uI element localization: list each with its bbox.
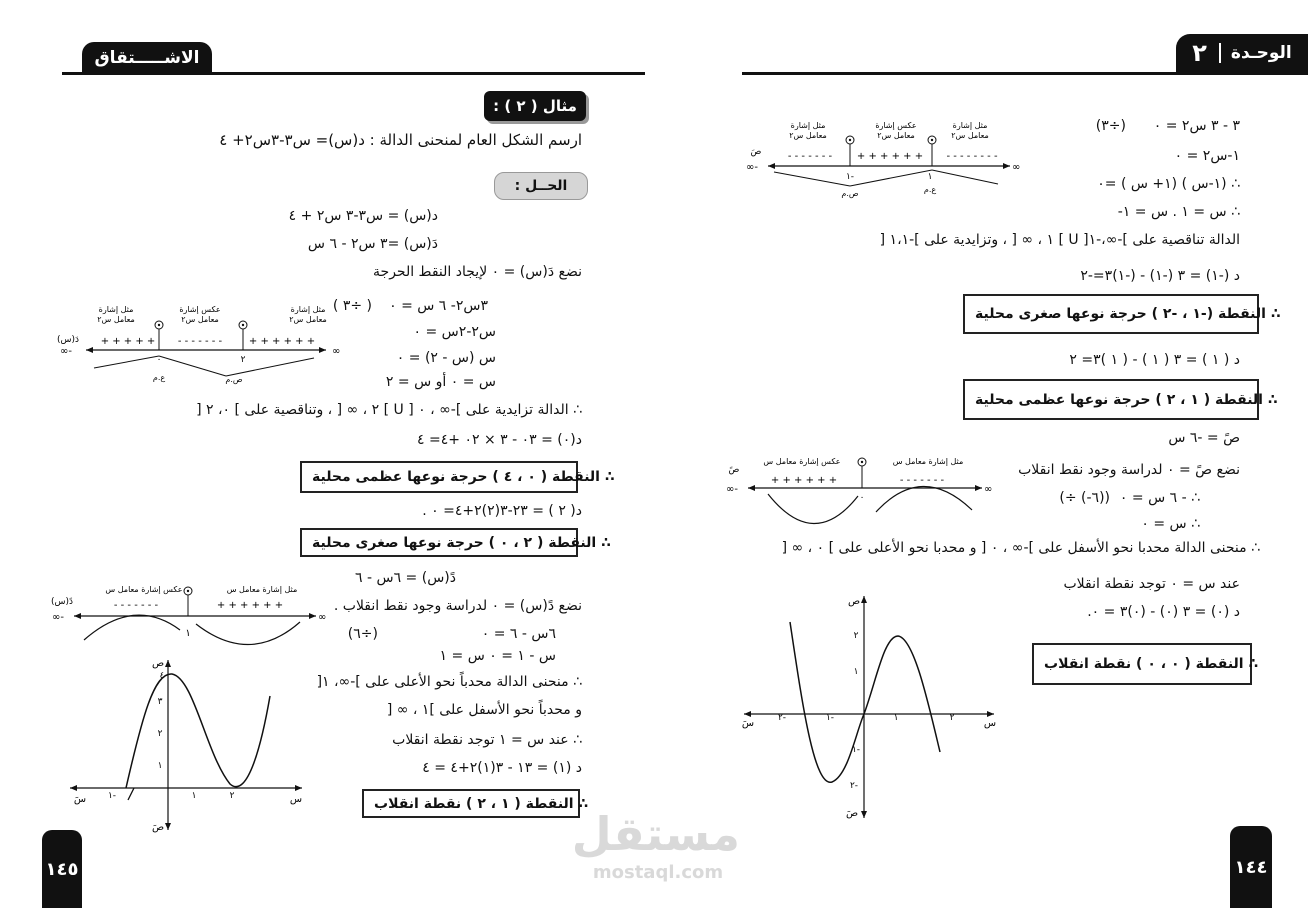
- y-tick-3: ٣: [157, 697, 163, 707]
- solution-line: س (س - ٢) = ٠: [396, 350, 496, 366]
- solution-line: د (٠) = ٣ (٠) - (٠)٣ = ٠.: [1087, 604, 1240, 620]
- sign-chart-second-derivative: [50, 580, 332, 646]
- x-tick-m1: ١-: [825, 713, 835, 723]
- note-mid-1: عكس إشارة: [875, 121, 917, 130]
- solution-line: ∴ س = ٠: [1141, 516, 1200, 532]
- note-right-1: مثل إشارة: [952, 121, 988, 130]
- y-tick-m2: ٢-: [849, 781, 859, 791]
- note-left-1: مثل إشارة: [290, 305, 326, 314]
- note-mid-1: عكس إشارة: [179, 305, 221, 314]
- solution-line: د(٠) = ٠٣ - ٣ × ٠٢ +٤= ٤: [417, 432, 582, 448]
- solution-line: ( ٣÷ ): [332, 298, 372, 314]
- example-tag: مثال ( ٢ ) :: [484, 91, 586, 121]
- problem-statement: ارسم الشكل العام لمنحنى الدالة : د(س)= س٣-٣س٢+ ٤: [219, 131, 582, 149]
- note-right-2: معامل س٢: [97, 315, 135, 324]
- tick-zero: ٠: [156, 355, 162, 365]
- result-box-inflection: ∴ النقطة ( ١ ، ٢ ) نقطة انقلاب: [362, 789, 580, 818]
- x-neg-label: سَ: [741, 718, 755, 729]
- note-right-1: مثل إشارة: [98, 305, 134, 314]
- solution-line: ∴ - ٦ س = ٠: [1119, 490, 1200, 506]
- solution-line: د (-١) = ٣ (-١) - (-١)٣=-٢: [1080, 268, 1240, 284]
- watermark-latin: mostaql.com: [592, 862, 724, 883]
- note-mid-2: معامل س٢: [877, 131, 915, 140]
- signs-left: - - - - - - -: [113, 600, 159, 611]
- note-right-2: معامل س٢: [951, 131, 989, 140]
- solution-tag: الحــل :: [494, 172, 588, 200]
- solution-line: ٣ - ٣ س٢ = ٠: [1153, 118, 1240, 134]
- signs-right: - - - - - - - -: [946, 151, 998, 162]
- result-box-inflection: ∴ النقطة ( ٠ ، ٠ ) نقطة انقلاب: [1032, 643, 1252, 685]
- y-label: ص: [151, 658, 165, 669]
- neg-inf: ∞-: [746, 162, 758, 173]
- right-header-title: [1176, 34, 1308, 72]
- y-tick-4: ٤: [159, 671, 165, 681]
- x-tick-m2: ٢-: [777, 713, 787, 723]
- note-left: عكس إشارة معامل س: [105, 585, 183, 594]
- solution-line: ∴ عند س = ١ توجد نقطة انقلاب: [392, 732, 582, 748]
- note-left-2: معامل س٢: [289, 315, 327, 324]
- note-left-1: مثل إشارة: [790, 121, 826, 130]
- label: صَ: [750, 147, 762, 157]
- sign-mid: - - - - - - -: [177, 336, 223, 347]
- tick-m1: ١-: [845, 172, 855, 182]
- x-tick-m1: ١-: [107, 791, 117, 801]
- right-page-number: ١٤٤: [1230, 826, 1272, 908]
- y-tick-m1: ١-: [851, 745, 861, 755]
- note-left-2: معامل س٢: [789, 131, 827, 140]
- pos-inf: ∞: [984, 484, 993, 495]
- solution-line: ∴ الدالة تزايدية على ]-∞ ، ٠ [ U ] ٢ ، ∞ [ ، وتناقصية على ] ٠، ٢ [: [196, 402, 582, 418]
- left-function-graph: [62, 652, 312, 834]
- tick-p1: ١: [927, 172, 933, 182]
- x-label: س: [983, 718, 997, 729]
- solution-line: (÷ (-٦)): [1059, 490, 1110, 506]
- x-tick-2: ٢: [229, 791, 235, 801]
- solution-line: ∴ (١-س ) (١+ س ) =٠: [1097, 176, 1240, 192]
- right-sign-chart-first-derivative: [740, 116, 1030, 206]
- tick-zero: ٠: [859, 493, 865, 503]
- pos-inf: ∞: [318, 612, 327, 623]
- solution-line: ∴ س = ١ . س = ١-: [1117, 204, 1240, 220]
- y-neg-label: صَ: [151, 822, 165, 833]
- solution-line: س - ١ = ٠ س = ١: [439, 648, 556, 664]
- max-label: ع.م: [923, 185, 937, 194]
- solution-line: الدالة تناقصية على ]-∞،-١[ U ] ١ ، ∞ [ ، وتزايدية على ]-١،١ [: [879, 232, 1240, 248]
- max-label: ع.م: [152, 373, 166, 382]
- x-tick-2: ٢: [949, 713, 955, 723]
- result-box-max: ∴ النقطة ( ٠ ، ٤ ) حرجة نوعها عظمى محلية: [300, 461, 578, 493]
- x-tick-1: ١: [191, 791, 197, 801]
- signs-right: + + + + + +: [216, 600, 284, 611]
- solution-line: دَ(س) =٣ س٢ - ٦ س: [307, 236, 438, 252]
- signs-mid: + + + + + +: [856, 151, 924, 162]
- watermark-arabic: مستقل: [571, 807, 740, 861]
- sign-left: + + + + +: [100, 336, 156, 347]
- solution-line: د ( ١ ) = ٣ ( ١ ) - ( ١ )٣= ٢: [1069, 352, 1240, 368]
- solution-line: س٢-٢س = ٠: [413, 324, 496, 340]
- signs-left: + + + + + +: [770, 475, 838, 486]
- solution-line: (٦÷): [347, 626, 378, 642]
- solution-line: ٣س٢- ٦ س = ٠: [389, 298, 488, 314]
- unit-divider: [1219, 43, 1221, 63]
- left-header-title: الاشـــــتقاق: [82, 42, 212, 74]
- neg-inf: ∞-: [52, 612, 64, 623]
- result-box-max: ∴ النقطة ( ١ ، ٢ ) حرجة نوعها عظمى محلية: [963, 379, 1259, 420]
- signs-right: - - - - - - -: [899, 475, 945, 486]
- signs-left: - - - - - - -: [787, 151, 833, 162]
- y-tick-2: ٢: [853, 631, 859, 641]
- label: دً(س): [50, 597, 74, 607]
- solution-line: د (١) = ١٣ - ٣(١)٢+٤ = ٤: [422, 760, 582, 776]
- solution-line: دً(س) = ٦س - ٦: [355, 570, 456, 586]
- right-function-graph: [738, 592, 1000, 822]
- left-page-number: ١٤٥: [42, 830, 82, 908]
- note-left: عكس إشارة معامل س: [763, 457, 841, 466]
- solution-line: ١-س٢ = ٠: [1174, 148, 1240, 164]
- note-mid-2: معامل س٢: [181, 315, 219, 324]
- solution-line: س = ٠ أو س = ٢: [385, 374, 496, 390]
- x-tick-1: ١: [893, 713, 899, 723]
- solution-line: و محدباً نحو الأسفل على ]١ ، ∞ [: [386, 702, 582, 718]
- solution-line: نضع صً = ٠ لدراسة وجود نقط انقلاب: [1018, 462, 1240, 478]
- sign-right: + + + + + +: [248, 336, 316, 347]
- x-label: س: [289, 794, 303, 805]
- note-right: مثل إشارة معامل س: [892, 457, 964, 466]
- unit-label: الوحـدة: [1230, 43, 1292, 63]
- y-tick-2: ٢: [157, 729, 163, 739]
- solution-line: (٣÷): [1095, 118, 1126, 134]
- y-neg-label: صَ: [845, 808, 859, 819]
- solution-line: ∴ منحنى الدالة محدبا نحو الأسفل على ]-∞ ، ٠ [ و محدبا نحو الأعلى على ] ٠ ، ∞ [: [781, 540, 1260, 556]
- y-label: ص: [847, 596, 861, 607]
- solution-line: ∴ منحنى الدالة محدباً نحو الأعلى على ]-∞، ١[: [316, 674, 582, 690]
- neg-inf: ∞-: [726, 484, 738, 495]
- dprime-label: دَ(س): [56, 335, 80, 345]
- solution-line: نضع دً(س) = ٠ لدراسة وجود نقط انقلاب .: [333, 598, 582, 614]
- note-right: مثل إشارة معامل س: [226, 585, 298, 594]
- right-header-rule: [742, 72, 1308, 75]
- solution-line: نضع دَ(س) = ٠ لإيجاد النقط الحرجة: [373, 264, 582, 280]
- solution-line: د( ٢ ) = ٢٣-٣(٢)٢+٤= ٠ .: [422, 503, 582, 519]
- tick-one: ١: [185, 628, 191, 639]
- solution-line: عند س = ٠ توجد نقطة انقلاب: [1063, 576, 1240, 592]
- neg-inf: ∞-: [60, 346, 72, 357]
- solution-line: ٦س - ٦ = ٠: [481, 626, 556, 642]
- pos-inf: ∞: [332, 346, 340, 357]
- min-label: ص.م: [841, 189, 859, 198]
- result-box-min: ∴ النقطة ( ٢ ، ٠ ) حرجة نوعها صغرى محلية: [300, 528, 578, 557]
- y-tick-1: ١: [157, 761, 163, 771]
- x-neg-label: سَ: [73, 794, 87, 805]
- tick-two: ٢: [240, 355, 246, 365]
- solution-line: صً = -٦ س: [1168, 430, 1240, 446]
- label: صً: [728, 465, 740, 475]
- y-tick-1: ١: [853, 667, 859, 677]
- unit-number: ٢: [1192, 39, 1207, 67]
- result-box-min: ∴ النقطة (-١ ، -٢ ) حرجة نوعها صغرى محلية: [963, 294, 1259, 334]
- right-sign-chart-second-derivative: [722, 452, 998, 544]
- pos-inf: ∞: [1012, 162, 1021, 173]
- min-label: ص.م: [225, 375, 243, 384]
- sign-chart-first-derivative: [50, 298, 340, 390]
- solution-line: د(س) = س٣-٣ س٢ + ٤: [288, 208, 438, 224]
